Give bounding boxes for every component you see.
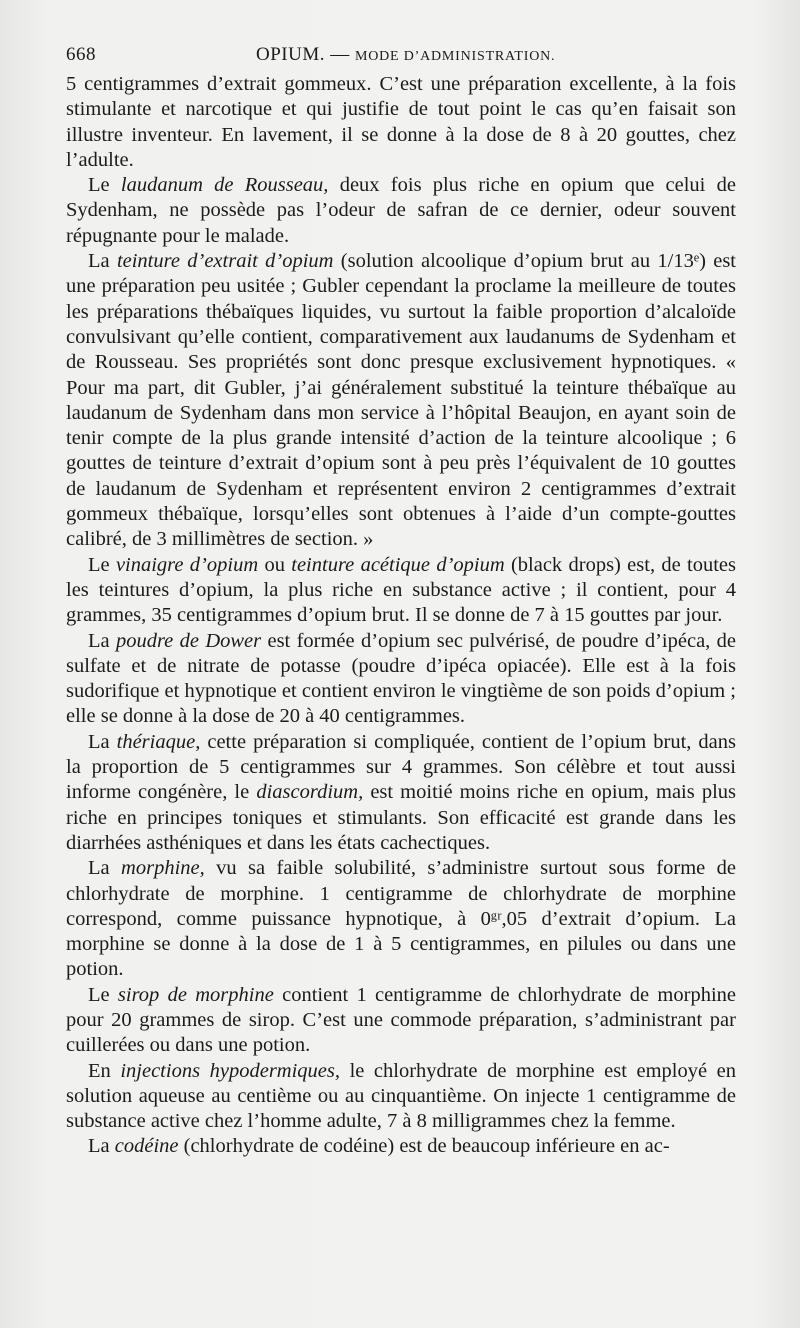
italic-term: injections hypodermiques, — [120, 1059, 340, 1082]
text-run: La — [88, 730, 117, 753]
paragraph-p7 — [66, 856, 736, 982]
text-run: le chlorhydrate de morphine est employé en solution aqueuse au centième ou au cinquantième. On injecte 1 centigramme de substance active chez l’homme adulte, 7 à 8 milligrammes chez la femme. — [66, 1059, 736, 1133]
italic-term: morphine, — [121, 857, 205, 880]
italic-term: teinture acétique d’opium — [291, 553, 505, 576]
page-number: 668 — [66, 44, 96, 65]
italic-term: codéine — [114, 1135, 179, 1158]
text-run: 5 centigrammes d’extrait gommeux. C’est une préparation excellente, à la fois stimulante et narcotique et qui justifie de tout point le cas qu’en faisait son illustre inventeur. En lavement, il se donne à la dose de 8 à 20 gouttes, chez l’adulte. — [66, 73, 736, 171]
paragraph-p9 — [66, 1059, 736, 1135]
running-title — [256, 44, 555, 66]
paragraph-p6 — [66, 730, 736, 856]
text-run: Le — [88, 553, 116, 576]
text-run: (solution alcoolique d’opium brut au 1/13ᵉ) est une préparation peu usitée ; Gubler cependant la proclame la meilleure de toutes les préparations thébaïques liquides, vu surtout la faible proportion d’alcaloïde convulsivant qu’elle contient, comparativement aux laudanums de Sydenham et de Rousseau. Ses propriétés sont donc presque exclusivement hypnotiques. « Pour ma part, dit Gubler, j’ai généralement substitué la teinture thébaïque au laudanum de Sydenham dans mon service à l’hôpital Beaujon, en ayant soin de tenir compte de la plus grande intensité d’action de la teinture alcoolique ; 6 gouttes de teinture d’extrait d’opium sont à peu près l’équivalent de 10 gouttes de laudanum de Sydenham et représentent environ 2 centigrammes d’extrait gommeux thébaïque, lorsqu’elles sont obtenues à l’aide d’un compte-gouttes calibré, de 3 millimètres de section. » — [66, 250, 737, 551]
text-run: La — [88, 250, 117, 273]
text-run: La — [88, 857, 122, 880]
text-run: (black drops) est, de toutes les teintures d’opium, la plus riche en substance active ; il contient, pour 4 grammes, 35 centigrammes d’opium brut. Il se donne de 7 à 15 gouttes par jour. — [66, 553, 737, 627]
paragraph-p2 — [66, 173, 736, 249]
italic-term: diascordium, — [256, 781, 364, 804]
text-run: Le — [88, 983, 118, 1006]
text-run: est formée d’opium sec pulvérisé, de poudre d’ipéca, de sulfate et de nitrate de potasse (poudre d’ipéca opiacée). Elle est à la fois sudorifique et hypnotique et contient environ le vingtième de son poids d’opium ; elle se donne à la dose de 20 à 40 centigrammes. — [66, 629, 736, 728]
text-run: ou — [258, 553, 292, 576]
italic-term: thériaque, — [116, 730, 201, 753]
text-run: est moitié moins riche en opium, mais plus riche en principes toniques et stimulants. Son efficacité est grande dans les diarrhées asthéniques et dans les états cachectiques. — [66, 781, 737, 854]
text-run: deux fois plus riche en opium que celui de Sydenham, ne possède pas l’odeur de safran de ce dernier, odeur souvent répugnante pour le malade. — [66, 174, 736, 247]
text-run: La — [88, 629, 116, 652]
title-separator: — — [330, 44, 350, 65]
body-text — [66, 72, 736, 1160]
text-run: cette préparation si compliquée, contient de l’opium brut, dans la proportion de 5 centigrammes sur 4 grammes. Son célèbre et tout aussi informe congénère, le — [66, 730, 736, 804]
text-run: contient 1 centigramme de chlorhydrate de morphine pour 20 grammes de sirop. C’est une commode préparation, s’administrant par cuillerées ou dans une potion. — [66, 983, 736, 1057]
text-run: En — [88, 1059, 121, 1082]
chapter-title: OPIUM. — [256, 44, 325, 65]
text-run: Le — [88, 174, 121, 197]
italic-term: vinaigre d’opium — [115, 553, 259, 576]
section-subtitle: MODE D’ADMINISTRATION. — [354, 49, 556, 64]
paragraph-p1 — [66, 72, 736, 173]
paragraph-p4 — [66, 553, 736, 629]
paragraph-p10 — [66, 1134, 736, 1159]
italic-term: sirop de morphine — [117, 983, 274, 1006]
paragraph-p5 — [66, 629, 736, 730]
paragraph-p8 — [66, 983, 736, 1059]
italic-term: teinture d’extrait d’opium — [116, 250, 334, 273]
italic-term: laudanum de Rousseau, — [120, 174, 329, 197]
text-run: La — [88, 1135, 115, 1158]
paragraph-p3 — [66, 249, 736, 553]
italic-term: poudre de Dower — [115, 629, 262, 652]
text-run: (chlorhydrate de codéine) est de beaucoup inférieure en ac- — [178, 1135, 670, 1158]
text-run: vu sa faible solubilité, s’administre surtout sous forme de chlorhydrate de morphine. 1 centigramme de chlorhydrate de morphine correspond, comme puissance hypnotique, à 0ᵍʳ,05 d’extrait d’opium. La morphine se donne à la dose de 1 à 5 centigrammes, en pilules ou dans une potion. — [66, 857, 737, 981]
